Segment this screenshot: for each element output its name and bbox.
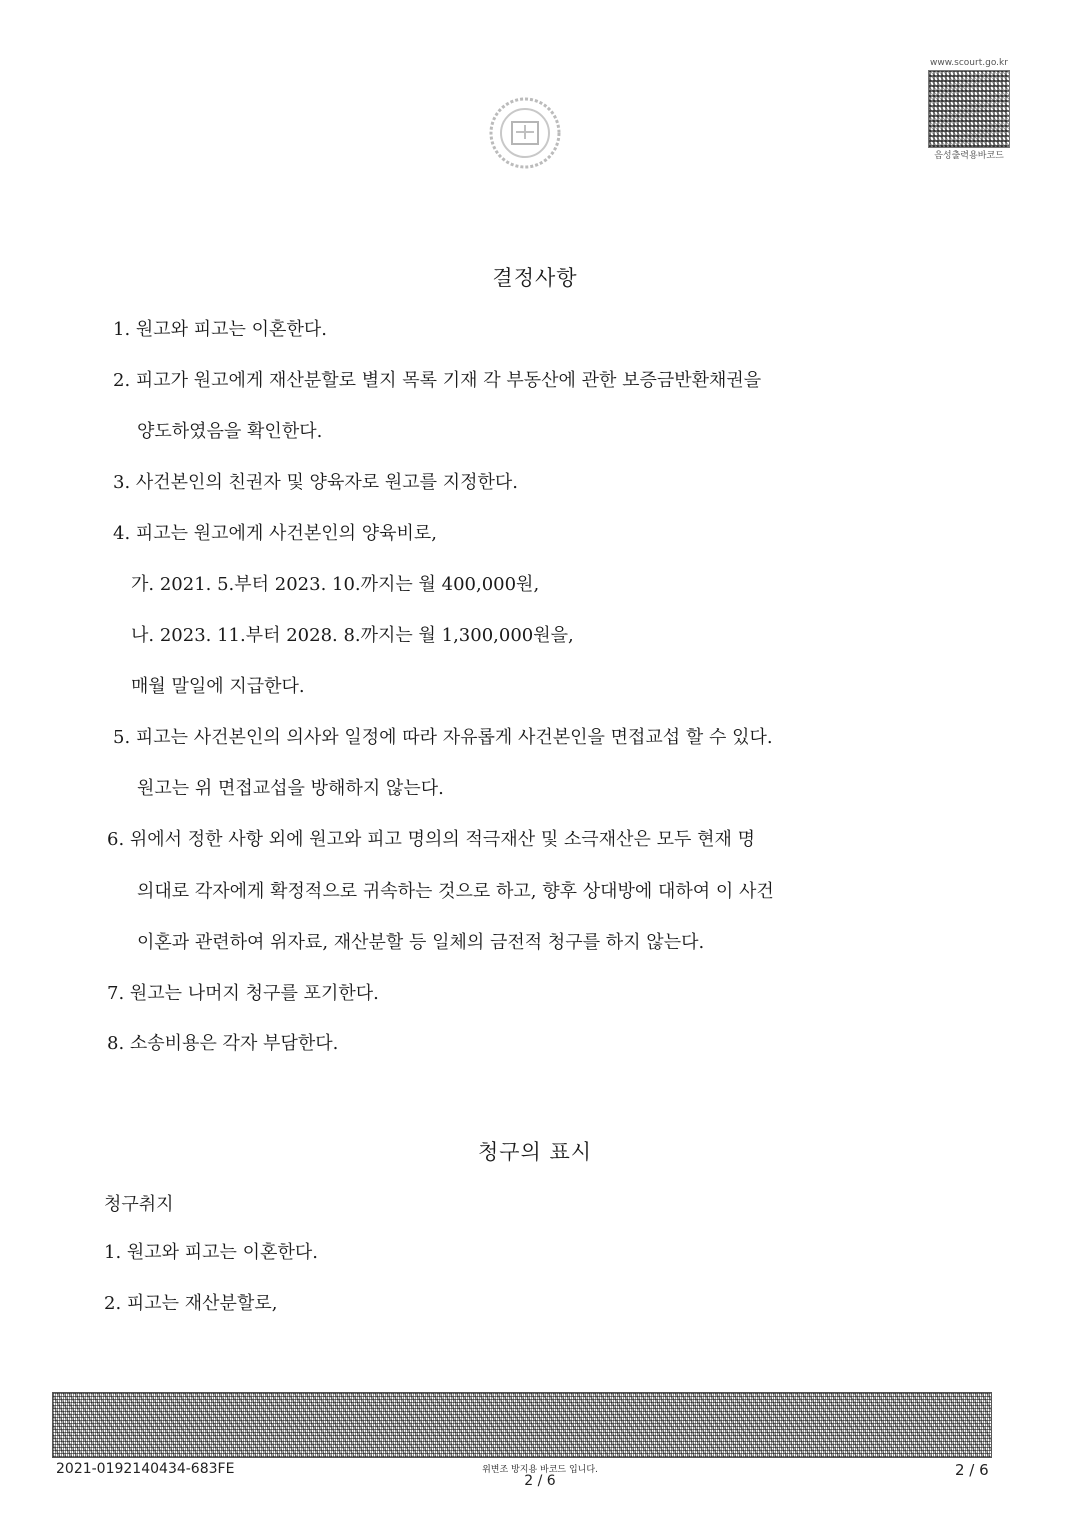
court-seal-icon <box>488 96 562 170</box>
barcode-notice: 위변조 방지용 바코드 입니다. <box>482 1465 598 1475</box>
section-title-decision: 결정사항 <box>492 266 578 290</box>
decision-line: 매월 말일에 지급한다. <box>131 676 305 697</box>
decision-line: 4. 피고는 원고에게 사건본인의 양육비로, <box>113 523 437 544</box>
decision-line: 7. 원고는 나머지 청구를 포기한다. <box>107 983 379 1004</box>
section-title-claim: 청구의 표시 <box>477 1140 593 1164</box>
page-number-center: 2 / 6 <box>524 1473 556 1489</box>
decision-line: 의대로 각자에게 확정적으로 귀속하는 것으로 하고, 향후 상대방에 대하여 이 사건 <box>137 881 774 902</box>
decision-line: 8. 소송비용은 각자 부담한다. <box>107 1033 339 1054</box>
claim-line: 2. 피고는 재산분할로, <box>104 1293 278 1314</box>
qr-caption-text: 음성출력용바코드 <box>934 151 1004 161</box>
decision-line: 가. 2021. 5.부터 2023. 10.까지는 월 400,000원, <box>131 574 540 595</box>
decision-line: 5. 피고는 사건본인의 의사와 일정에 따라 자유롭게 사건본인을 면접교섭 할 수 있다. <box>113 727 773 748</box>
qr-code-icon <box>928 70 1010 148</box>
decision-line: 6. 위에서 정한 사항 외에 원고와 피고 명의의 적극재산 및 소극재산은 모두 현재 명 <box>107 829 755 850</box>
claim-line: 1. 원고와 피고는 이혼한다. <box>104 1242 318 1263</box>
decision-line: 2. 피고가 원고에게 재산분할로 별지 목록 기재 각 부동산에 관한 보증금반환채권을 <box>113 370 762 391</box>
claim-subtitle: 청구취지 <box>104 1194 174 1215</box>
decision-line: 1. 원고와 피고는 이혼한다. <box>113 319 327 340</box>
decision-line: 이혼과 관련하여 위자료, 재산분할 등 일체의 금전적 청구를 하지 않는다. <box>137 932 705 953</box>
page-number-right: 2 / 6 <box>955 1461 989 1479</box>
document-id: 2021-0192140434-683FE <box>56 1461 235 1477</box>
decision-line: 원고는 위 면접교섭을 방해하지 않는다. <box>137 778 444 799</box>
anti-forgery-barcode <box>52 1392 992 1458</box>
qr-url-text: www.scourt.go.kr <box>930 58 1008 68</box>
decision-line: 3. 사건본인의 친권자 및 양육자로 원고를 지정한다. <box>113 472 518 493</box>
decision-line: 양도하였음을 확인한다. <box>137 421 323 442</box>
decision-line: 나. 2023. 11.부터 2028. 8.까지는 월 1,300,000원을, <box>131 625 574 646</box>
